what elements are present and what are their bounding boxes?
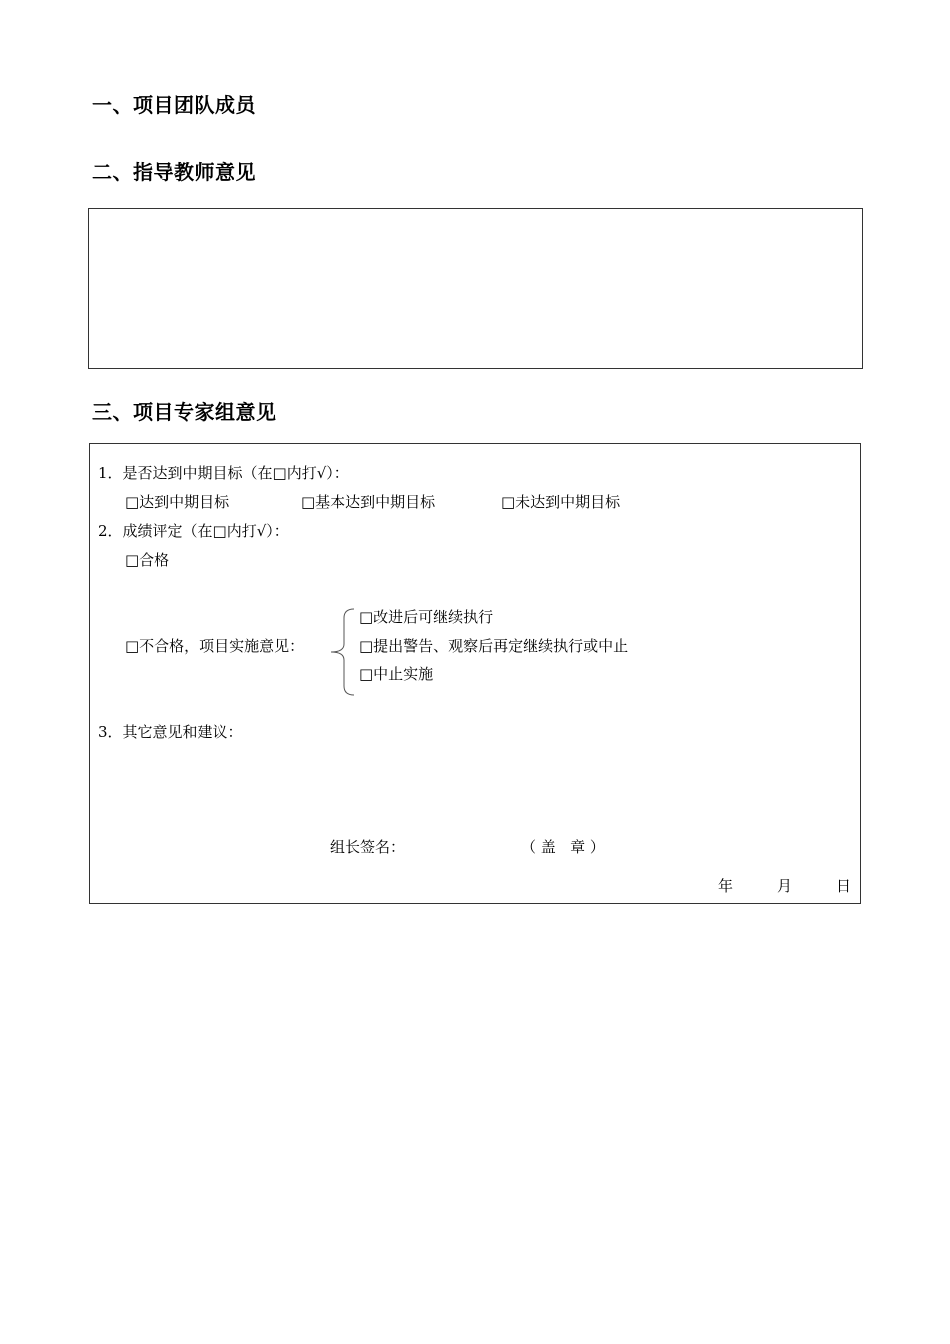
date-year-label: 年 xyxy=(718,877,734,895)
checkbox-pass[interactable]: □合格 xyxy=(125,551,170,569)
brace-icon xyxy=(326,608,356,696)
section-1-title: 一、项目团队成员 xyxy=(92,93,256,117)
seal-label: （ 盖 章 ） xyxy=(521,838,605,856)
q2-label: 2．成绩评定（在□内打√）： xyxy=(98,522,289,540)
checkbox-improve-and-continue[interactable]: □改进后可继续执行 xyxy=(359,608,494,626)
checkbox-terminate[interactable]: □中止实施 xyxy=(359,665,434,683)
checkbox-fail[interactable]: □不合格，项目实施意见： xyxy=(125,637,305,655)
advisor-comment-box[interactable] xyxy=(88,208,863,369)
date-day-label: 日 xyxy=(836,877,852,895)
section-2-title: 二、指导教师意见 xyxy=(92,160,256,184)
q1-label: 1．是否达到中期目标（在□内打√）： xyxy=(98,464,349,482)
signature-label: 组长签名： xyxy=(330,838,406,856)
expert-opinion-box xyxy=(89,443,861,904)
checkbox-goal-achieved[interactable]: □达到中期目标 xyxy=(125,493,230,511)
date-month-label: 月 xyxy=(777,877,793,895)
checkbox-goal-basically-achieved[interactable]: □基本达到中期目标 xyxy=(301,493,436,511)
checkbox-warning-observe[interactable]: □提出警告、观察后再定继续执行或中止 xyxy=(359,637,629,655)
checkbox-goal-not-achieved[interactable]: □未达到中期目标 xyxy=(501,493,621,511)
q3-label: 3．其它意见和建议： xyxy=(98,723,243,741)
section-3-title: 三、项目专家组意见 xyxy=(92,400,277,424)
